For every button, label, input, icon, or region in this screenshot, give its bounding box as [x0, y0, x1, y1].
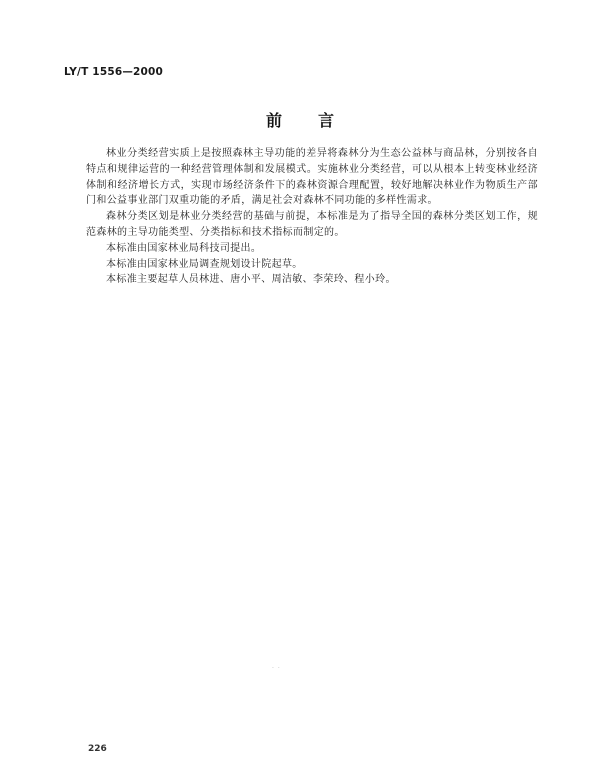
page-title: 前言: [265, 111, 370, 130]
foreword-body: [86, 146, 538, 288]
paragraph-classification-zoning: 森林分类区划是林业分类经营的基础与前提，本标准是为了指导全国的森林分类区划工作，规范森林的主导功能类型、分类指标和技术指标而制定的。: [86, 211, 538, 238]
paragraph-drafting-unit: 本标准由国家林业局调查规划设计院起草。: [106, 258, 303, 270]
paragraph-proposer: 本标准由国家林业局科技司提出。: [106, 242, 262, 254]
paragraph-drafters: 本标准主要起草人员林进、唐小平、周洁敏、李荣玲、程小玲。: [106, 274, 396, 286]
standard-code: LY/T 1556—2000: [64, 66, 164, 78]
scan-speck: · ·: [272, 665, 281, 672]
paragraph-classification-management: 林业分类经营实质上是按照森林主导功能的差异将森林分为生态公益林与商品林，分别按各自特点和规律运营的一种经营管理体制和发展模式。实施林业分类经营，可以从根本上转变林业经济体制和经济增长方式，实现市场经济条件下的森林资源合理配置，较好地解决林业作为物质生产部门和公益事业部门双重功能的矛盾，满足社会对森林不同功能的多样性需求。: [86, 148, 538, 207]
page-number: 226: [88, 744, 107, 754]
